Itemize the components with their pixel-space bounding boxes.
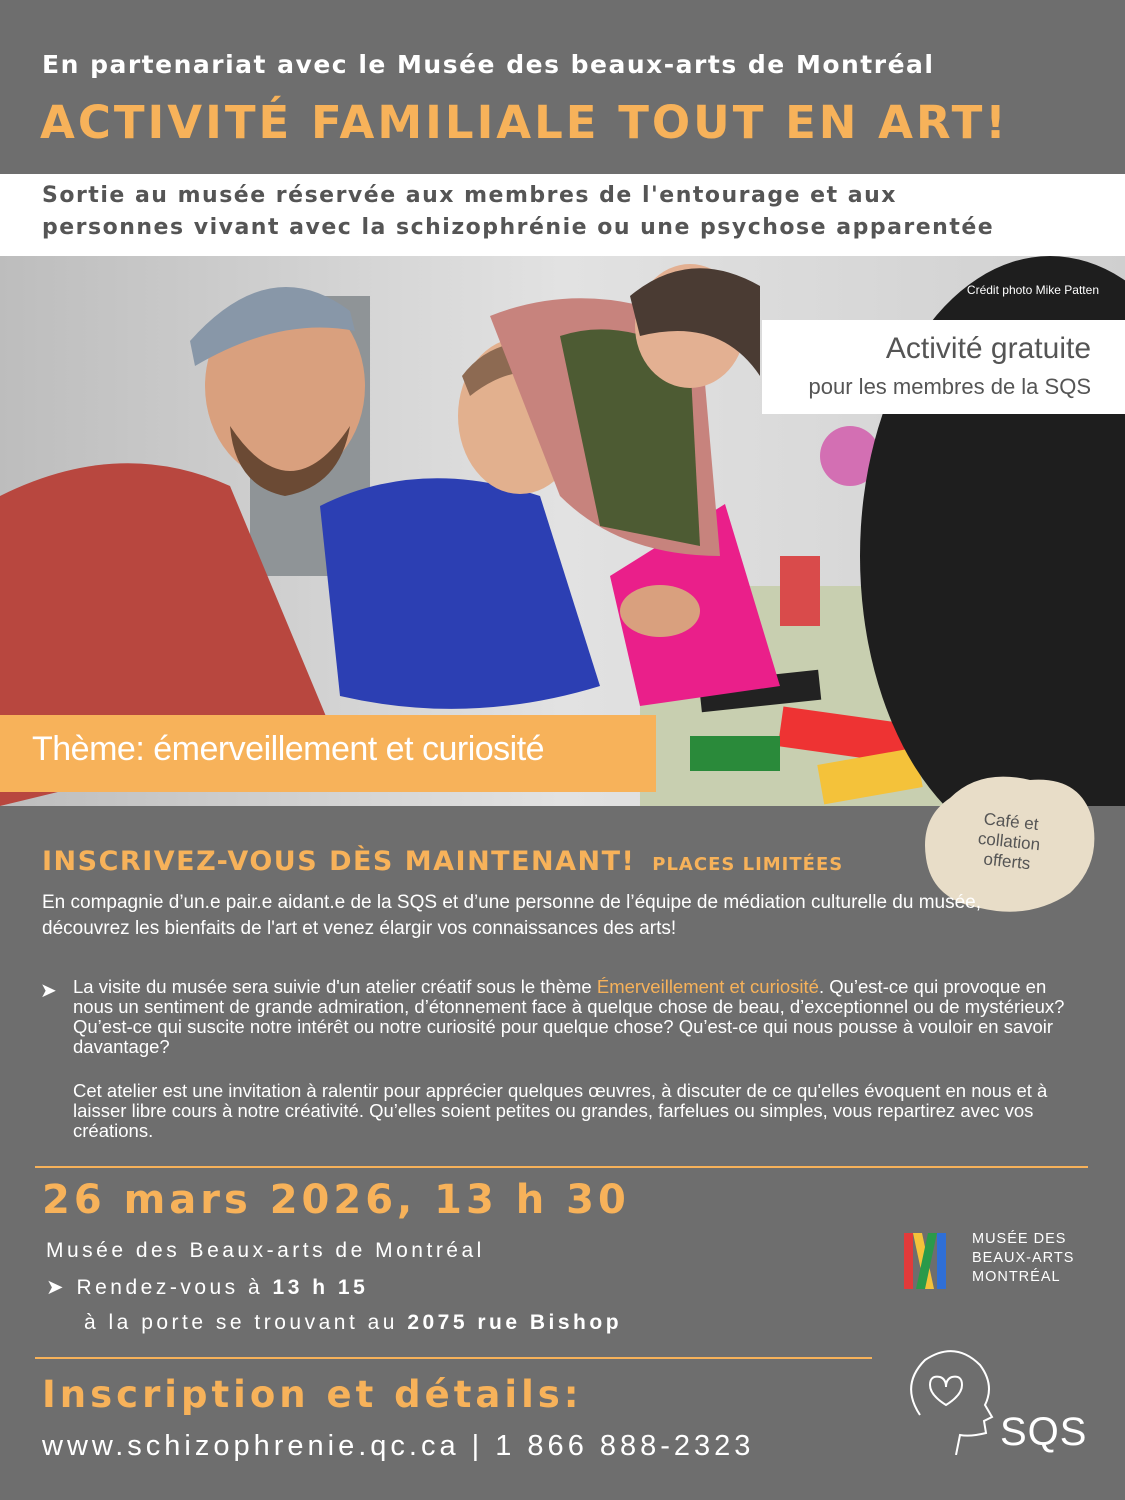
door-address: 2075 rue Bishop: [407, 1311, 623, 1334]
mbam-line-3: MONTRÉAL: [972, 1269, 1061, 1285]
mbam-logo-text: [972, 1230, 1074, 1287]
contact-line: www.schizophrenie.qc.ca | 1 866 888-2323: [42, 1430, 755, 1462]
divider-top: [35, 1166, 1088, 1168]
meeting-prefix: Rendez-vous à: [76, 1276, 273, 1299]
arrow-icon: ➤: [46, 1276, 77, 1299]
page-title: ACTIVITÉ FAMILIALE TOUT EN ART!: [40, 96, 1009, 149]
signup-heading: [42, 846, 843, 877]
badge-line-1: Café et: [982, 809, 1040, 834]
arrow-bullet-icon: ➤: [40, 980, 57, 1002]
workshop-text-start: La visite du musée sera suivie d'un atelier créatif sous le thème: [73, 976, 597, 997]
divider-bottom: [35, 1357, 872, 1359]
event-date: 26 mars 2026, 13 h 30: [42, 1177, 630, 1223]
subtitle-line-1: Sortie au musée réservée aux membres de l'entourage et aux: [42, 183, 897, 208]
workshop-paragraph-2: Cet atelier est une invitation à ralentir pour apprécier quelques œuvres, à discuter de ce qu'elles évoquent en nous et à laisser libre cours à notre créativité. Qu’elles soient petites ou grandes, farfelues ou simples, vous repartirez avec vos créations.: [73, 1080, 1048, 1141]
mbam-line-1: MUSÉE DES: [972, 1231, 1067, 1247]
details-title: Inscription et détails:: [42, 1373, 583, 1416]
meeting-door: [84, 1311, 622, 1335]
free-activity-title: Activité gratuite: [885, 332, 1091, 365]
workshop-paragraph: [73, 977, 1073, 1057]
subtitle-line-2: personnes vivant avec la schizophrénie ou une psychose apparentée: [42, 215, 995, 240]
meeting-time: [46, 1275, 368, 1300]
badge-line-3: offerts: [982, 849, 1032, 874]
places-limited: PLACES LIMITÉES: [652, 854, 844, 875]
badge-line-2: collation: [977, 828, 1042, 855]
sqs-head-heart-icon: [900, 1345, 1005, 1455]
signup-title: INSCRIVEZ-VOUS DÈS MAINTENANT!: [42, 846, 636, 877]
mbam-logo-icon: [904, 1233, 946, 1289]
sqs-logo-text: SQS: [1000, 1410, 1088, 1454]
photo-credit: Crédit photo Mike Patten: [966, 283, 1099, 297]
mbam-line-2: BEAUX-ARTS: [972, 1250, 1075, 1266]
event-venue: Musée des Beaux-arts de Montréal: [46, 1239, 485, 1262]
intro-paragraph: En compagnie d’un.e pair.e aidant.e de la SQS et d’une personne de l’équipe de médiation culturelle du musée, découvrez les bienfaits de l'art et venez élargir vos connaissances des arts!: [42, 892, 982, 939]
free-activity-subtitle: pour les membres de la SQS: [808, 374, 1091, 399]
workshop-text-end: . Qu’est-ce qui provoque en nous un sentiment de grande admiration, d’étonnement face à quelque chose de beau, d’exceptionnel ou de mystérieux? Qu’est-ce qui suscite notre intérêt ou notre curiosité pour quelque chose? Qu’est-ce qui nous pousse à vouloir en savoir davantage?: [73, 976, 1065, 1057]
workshop-theme-highlight: Émerveillement et curiosité: [596, 976, 819, 997]
partner-line: En partenariat avec le Musée des beaux-arts de Montréal: [42, 50, 935, 79]
meeting-time-value: 13 h 15: [272, 1276, 369, 1299]
door-prefix: à la porte se trouvant au: [84, 1311, 408, 1334]
theme-label: Thème: émerveillement et curiosité: [32, 730, 545, 768]
